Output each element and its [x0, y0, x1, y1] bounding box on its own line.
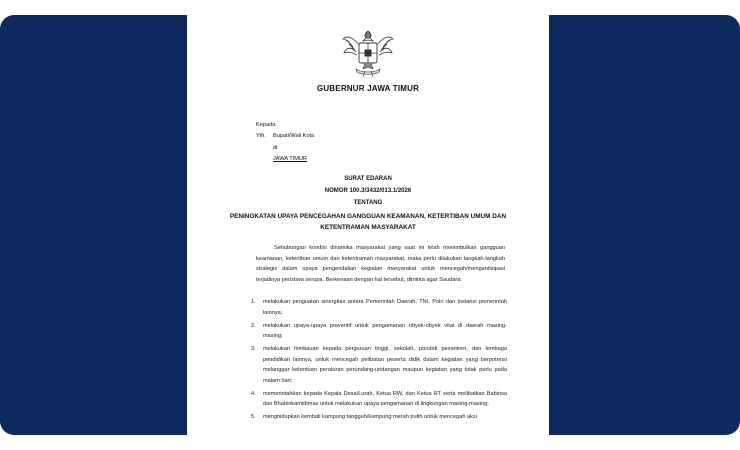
list-item [251, 321, 507, 342]
address-place: JAWA TIMUR [273, 156, 307, 162]
list-item-number: 5. [251, 414, 256, 420]
list-item-number: 1. [251, 299, 256, 305]
list-item [251, 344, 507, 386]
list-item-number: 4. [251, 390, 256, 397]
address-yth: Yth. [256, 133, 266, 139]
list-item-text: menghidupkan kembali kampung tangguh/kampung merah putih untuk mencegah aksi [263, 414, 477, 420]
list-item-text: melakukan upaya-upaya preventif untuk pengamanan obyek-obyek vital di daerah masing-masing; [263, 322, 507, 339]
circular-number: NOMOR 100.3/3432/013.1/2026 [324, 188, 412, 194]
circular-subject: PENINGKATAN UPAYA PENCEGAHAN GANGGUAN KEAMANAN, KETERTIBAN UMUM DAN KETENTRAMAN MASYARAKAT [229, 213, 507, 231]
separator-mark: . [427, 238, 429, 244]
instruction-list [251, 297, 507, 425]
address-kepada: Kepada [256, 122, 276, 128]
list-item-number: 2. [251, 322, 256, 329]
intro-paragraph: Sehubungan kondisi dinamika masyarakat yang saat ini telah menimbulkan gangguan keamanan, ketertiban umum dan ketentraman masyarakat, maka perlu dilakukan langkah-langkah strategis dalam upaya pengendalian kegiatan masyarakat untuk mencegah/mengantisipasi terjadinya peristiwa serupa. Berkenaan dengan hal tersebut, diminta agar Saudara: [256, 245, 505, 283]
list-item [251, 389, 507, 410]
viewer-background [0, 15, 740, 435]
list-item-text: melakukan penguatan sinergitas antara Pemerintah Daerah, TNI, Polri dan instansi pemerintah lainnya; [263, 299, 507, 316]
list-item-text: memerintahkan kepada Kepala Desa/Lurah, Ketua RW, dan Ketua RT serta melibatkan Babinsa dan Bhabinkamtibmas untuk melakukan upaya pengamanan di lingkungan masing-masing; [263, 390, 507, 407]
governor-title: GUBERNUR JAWA TIMUR [316, 84, 420, 93]
address-di: di [273, 145, 278, 151]
address-recipient: Bupati/Wali Kota [273, 133, 315, 139]
list-item-number: 3. [251, 346, 256, 352]
circular-about: TENTANG [353, 200, 383, 206]
list-item [251, 412, 507, 423]
garuda-emblem-icon [339, 27, 397, 83]
circular-type: SURAT EDARAN [344, 176, 392, 182]
list-item [251, 297, 507, 318]
list-item-text: melakukan himbauan kepada perguruan tinggi, sekolah, pondok pesantren, dan lembaga pendidikan lainnya, untuk mencegah pelibatan peserta didik dalam kegiatan yang berpotensi melanggar ketentuan peraturan perundang-undangan maupun kegiatan yang tidak perlu pada malam hari; [263, 346, 507, 384]
document-page [187, 15, 549, 435]
